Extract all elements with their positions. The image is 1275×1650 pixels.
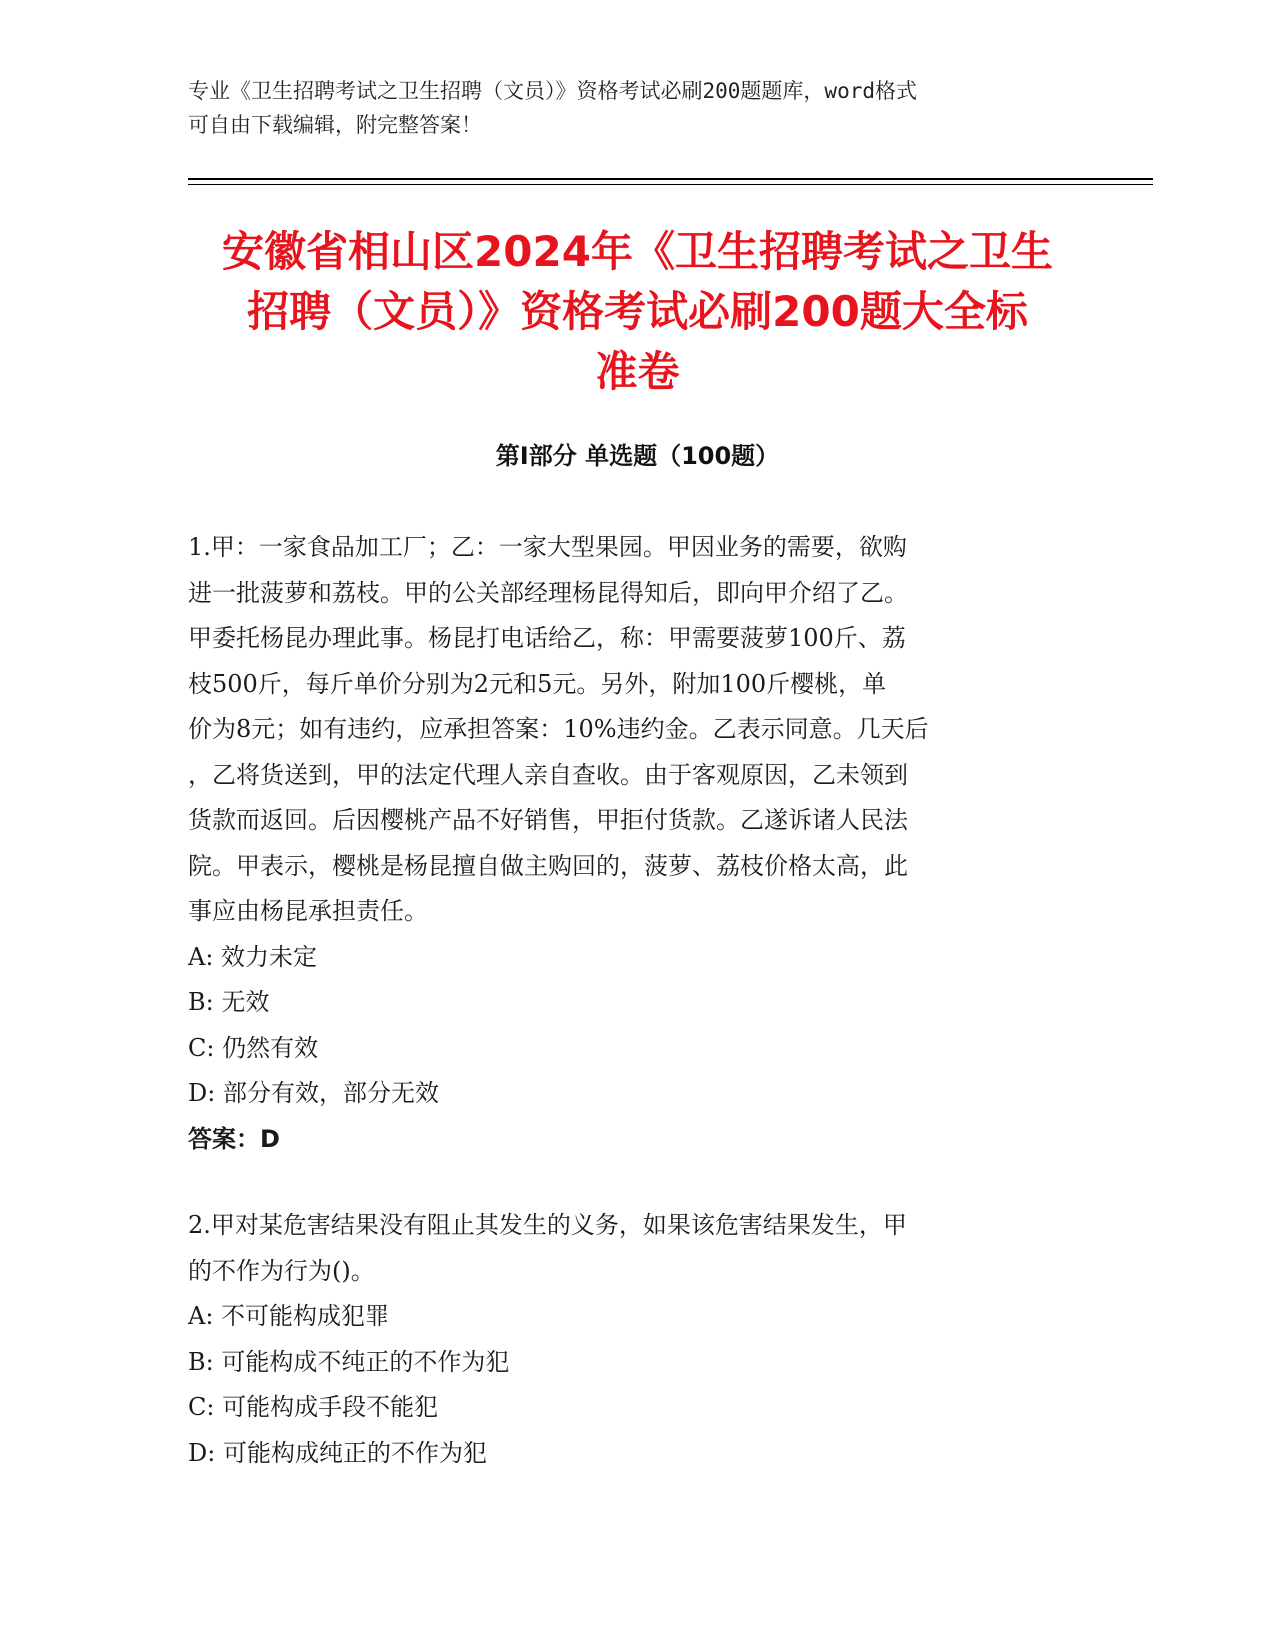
header-note-line: 可自由下载编辑，附完整答案！: [188, 113, 482, 137]
option-a: A: 效力未定: [188, 942, 318, 971]
stem-line: ，乙将货送到，甲的法定代理人亲自查收。由于客观原因，乙未领到: [188, 760, 908, 789]
stem-line: 院。甲表示，樱桃是杨昆擅自做主购回的，菠萝、荔枝价格太高，此: [188, 851, 908, 880]
question-1: [188, 525, 1068, 1162]
option-d: D: 部分有效，部分无效: [188, 1079, 439, 1107]
stem-line: 事应由杨昆承担责任。: [188, 897, 428, 925]
question-stem: [188, 525, 1068, 935]
section-heading: 第I部分 单选题（100题）: [495, 442, 780, 470]
header-note: [188, 74, 1068, 142]
question-stem: [188, 1203, 1068, 1294]
stem-line: 1.甲：一家食品加工厂；乙：一家大型果园。甲因业务的需要，欲购: [188, 533, 907, 561]
header-note-line: 专业《卫生招聘考试之卫生招聘（文员）》资格考试必刷200题题库，word格式: [188, 79, 917, 103]
option-b: B: 无效: [188, 988, 270, 1016]
stem-line: 枝500斤，每斤单价分别为2元和5元。另外，附加100斤樱桃，单: [188, 669, 887, 698]
header-divider-thin: [188, 184, 1153, 185]
stem-line: 2.甲对某危害结果没有阻止其发生的义务，如果该危害结果发生，甲: [188, 1211, 907, 1239]
stem-line: 的不作为行为()。: [188, 1256, 375, 1285]
document-title: [150, 222, 1125, 402]
option-c: C: 仍然有效: [188, 1033, 319, 1062]
stem-line: 甲委托杨昆办理此事。杨昆打电话给乙，称：甲需要菠萝100斤、荔: [188, 624, 906, 652]
option-a: A: 不可能构成犯罪: [188, 1302, 390, 1330]
header-divider-thick: [188, 178, 1153, 180]
title-line: 准卷: [595, 347, 680, 396]
stem-line: 货款而返回。后因樱桃产品不好销售，甲拒付货款。乙遂诉诸人民法: [188, 806, 908, 834]
option-c: C: 可能构成手段不能犯: [188, 1393, 439, 1421]
answer-key: 答案：D: [188, 1124, 280, 1153]
option-b: B: 可能构成不纯正的不作为犯: [188, 1347, 510, 1376]
title-line: 招聘（文员）》资格考试必刷200题大全标: [247, 287, 1028, 336]
option-d: D: 可能构成纯正的不作为犯: [188, 1438, 487, 1467]
stem-line: 价为8元；如有违约，应承担答案：10%违约金。乙表示同意。几天后: [188, 715, 929, 743]
stem-line: 进一批菠萝和荔枝。甲的公关部经理杨昆得知后，即向甲介绍了乙。: [188, 578, 908, 607]
question-2: [188, 1203, 1068, 1476]
title-line: 安徽省相山区2024年《卫生招聘考试之卫生: [222, 227, 1053, 276]
